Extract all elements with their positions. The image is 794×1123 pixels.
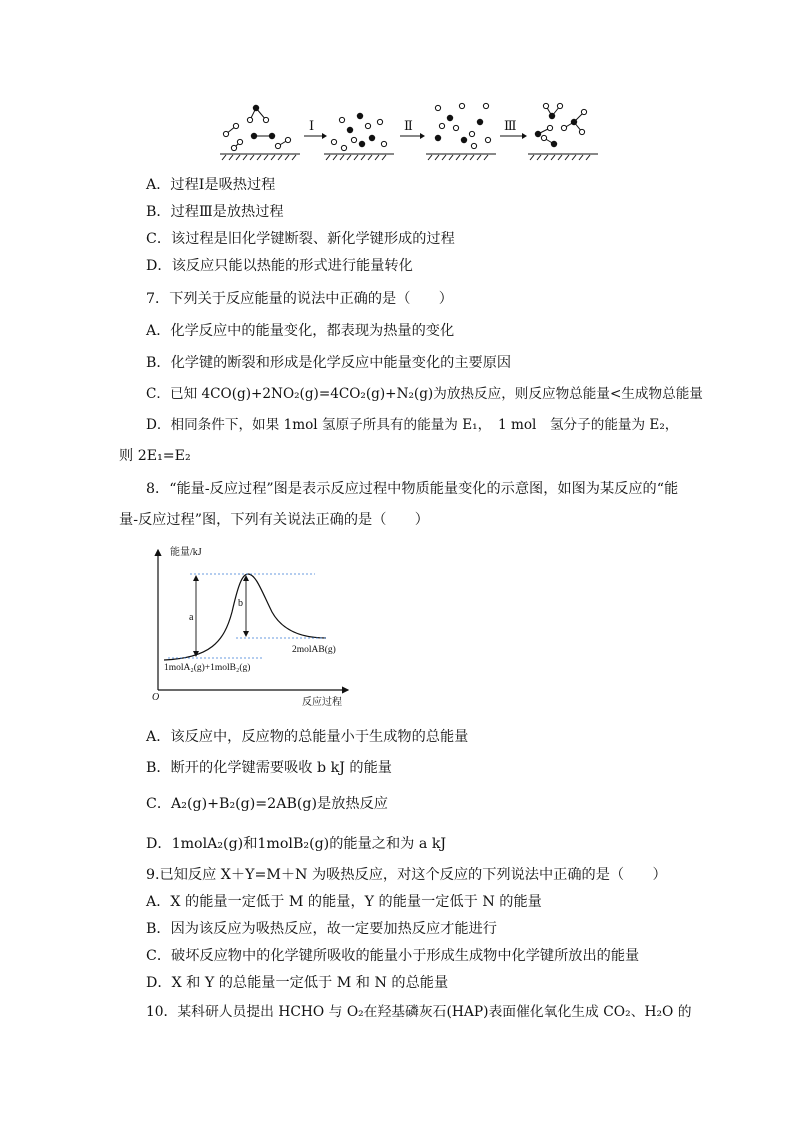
process-label-3: Ⅲ xyxy=(504,118,517,133)
q7-option-c: C．已知 4CO(g)+2NO₂(g)=4CO₂(g)+N₂(g)为放热反应，则反应物总能量<生成物总能量 xyxy=(146,386,703,402)
label-a: a xyxy=(189,612,194,623)
product-label: 2molAB(g) xyxy=(292,645,336,655)
q6-option-d: D．该反应只能以热能的形式进行能量转化 xyxy=(146,258,413,274)
energy-profile-diagram xyxy=(150,542,360,712)
q8-option-b: B．断开的化学键需要吸收 b kJ 的能量 xyxy=(146,760,392,776)
surface-2 xyxy=(324,154,394,160)
q8-option-c: C．A₂(g)+B₂(g)=2AB(g)是放热反应 xyxy=(146,796,388,812)
q9-option-b: B．因为该反应为吸热反应，故一定要加热反应才能进行 xyxy=(146,921,497,937)
surface-3 xyxy=(426,154,496,160)
q7-option-b: B．化学键的断裂和形成是化学反应中能量变化的主要原因 xyxy=(146,355,512,371)
surface-4 xyxy=(528,154,598,160)
q8-option-d: D．1molA₂(g)和1molB₂(g)的能量之和为 a kJ xyxy=(146,836,447,852)
x-axis-label: 反应过程 xyxy=(302,697,342,708)
q9-stem: 9.已知反应 X＋Y=M＋N 为吸热反应，对这个反应的下列说法中正确的是（ ） xyxy=(146,867,667,883)
process-label-2: Ⅱ xyxy=(404,118,413,133)
q6-option-b: B．过程Ⅲ是放热过程 xyxy=(146,204,284,220)
surface-reaction-figure xyxy=(212,98,602,162)
q7-option-d: D．相同条件下，如果 1mol 氢原子所具有的能量为 E₁， 1 mol 氢分子的能量为 E₂， xyxy=(146,417,679,433)
q7-option-d-cont: 则 2E₁=E₂ xyxy=(119,448,191,464)
reactant-label: 1molA₂(g)+1molB₂(g) xyxy=(164,663,251,673)
y-axis-label: 能量/kJ xyxy=(170,547,202,558)
q9-option-c: C．破坏反应物中的化学键所吸收的能量小于形成生成物中化学键所放出的能量 xyxy=(146,948,640,964)
q8-stem-line2: 量-反应过程”图，下列有关说法正确的是（ ） xyxy=(119,512,429,528)
q9-option-a: A．X 的能量一定低于 M 的能量，Y 的能量一定低于 N 的能量 xyxy=(146,894,542,910)
q10-stem: 10．某科研人员提出 HCHO 与 O₂在羟基磷灰石(HAP)表面催化氧化生成 CO₂、H₂O 的 xyxy=(146,1004,692,1020)
q9-option-d: D．X 和 Y 的总能量一定低于 M 和 N 的总能量 xyxy=(146,975,449,991)
surface-1 xyxy=(220,154,300,160)
q8-stem-line1: 8．“能量-反应过程”图是表示反应过程中物质能量变化的示意图，如图为某反应的“能 xyxy=(146,481,679,497)
q8-option-a: A．该反应中，反应物的总能量小于生成物的总能量 xyxy=(146,729,469,745)
label-b: b xyxy=(238,598,243,609)
q7-option-a: A．化学反应中的能量变化，都表现为热量的变化 xyxy=(146,323,455,339)
origin-label: O xyxy=(152,692,160,703)
process-label-1: Ⅰ xyxy=(309,118,315,133)
q7-stem: 7．下列关于反应能量的说法中正确的是（ ） xyxy=(146,291,453,307)
q6-option-c: C．该过程是旧化学键断裂、新化学键形成的过程 xyxy=(146,231,455,247)
q6-option-a: A．过程Ⅰ是吸热过程 xyxy=(146,177,276,193)
